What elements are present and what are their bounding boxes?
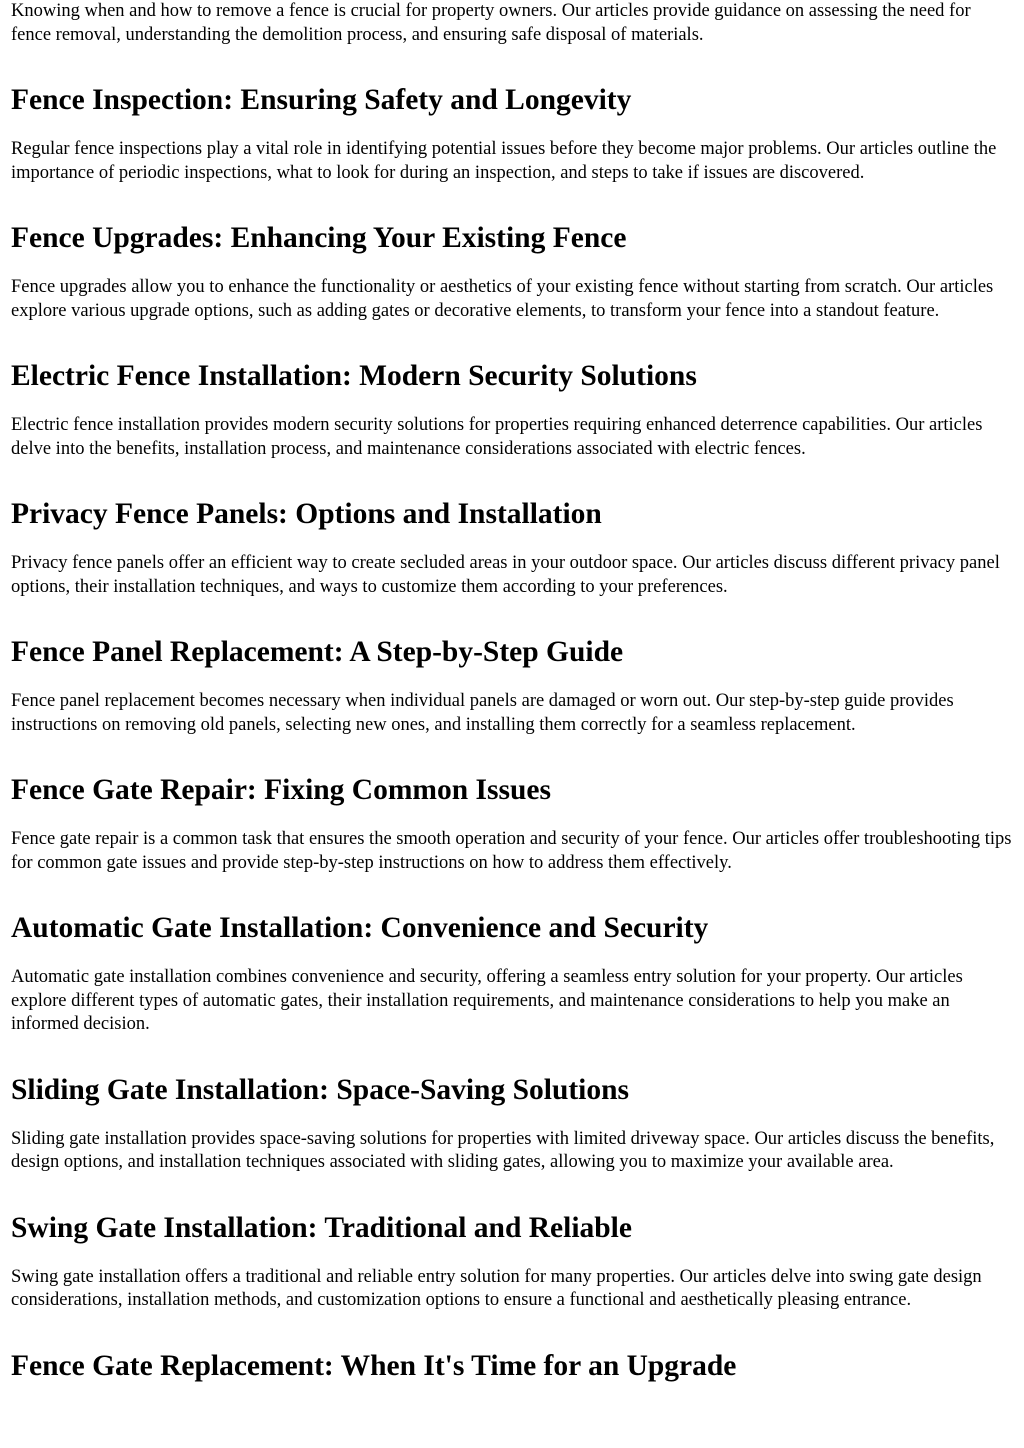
section-paragraph: Privacy fence panels offer an efficient way to create secluded areas in your outdoor space. Our articles discuss different privacy panel options, their installation techniques, and ways to customize them according to your preferences.: [11, 553, 1000, 597]
section-paragraph: Fence upgrades allow you to enhance the functionality or aesthetics of your existing fence without starting from scratch. Our articles explore various upgrade options, such as adding gates or decorative elements, to transform your fence into a standout feature.: [11, 277, 994, 321]
section-electric-fence-installation: [11, 323, 1015, 461]
section-paragraph: Fence panel replacement becomes necessary when individual panels are damaged or worn out. Our step-by-step guide provides instructions on removing old panels, selecting new ones, and installing them correctly for a seamless replacement.: [11, 691, 954, 735]
section-heading: Fence Gate Repair: Fixing Common Issues: [11, 774, 551, 806]
section-fence-gate-replacement: [11, 1313, 1015, 1383]
section-heading: Swing Gate Installation: Traditional and Reliable: [11, 1211, 632, 1244]
section-automatic-gate-installation: [11, 875, 1015, 1037]
section-swing-gate-installation: [11, 1175, 1015, 1313]
section-paragraph: Swing gate installation offers a traditional and reliable entry solution for many properties. Our articles delve into swing gate design considerations, installation methods, and customization options to ensure a functional and aesthetically pleasing entrance.: [11, 1266, 982, 1310]
section-privacy-fence-panels: [11, 461, 1015, 599]
section-fence-gate-repair: [11, 737, 1015, 875]
section-heading: Privacy Fence Panels: Options and Installation: [11, 498, 602, 530]
section-paragraph: Sliding gate installation provides space-saving solutions for properties with limited driveway space. Our articles discuss the benefits, design options, and installation techniques associated with sliding gates, allowing you to maximize your available area.: [11, 1128, 995, 1172]
section-paragraph: Regular fence inspections play a vital role in identifying potential issues before they become major problems. Our articles outline the importance of periodic inspections, what to look for during an inspection, and steps to take if issues are discovered.: [11, 139, 997, 183]
section-sliding-gate-installation: [11, 1037, 1015, 1175]
section-paragraph: Electric fence installation provides modern security solutions for properties requiring enhanced deterrence capabilities. Our articles delve into the benefits, installation process, and maintenance considerations associated with electric fences.: [11, 415, 983, 459]
article-content: [11, 0, 1015, 1383]
section-paragraph: Fence gate repair is a common task that ensures the smooth operation and security of your fence. Our articles offer troubleshooting tips for common gate issues and provide step-by-step instructions on how to address them effectively.: [11, 829, 1012, 873]
section-heading: Electric Fence Installation: Modern Security Solutions: [11, 360, 697, 392]
section-heading: Fence Panel Replacement: A Step-by-Step Guide: [11, 636, 624, 668]
section-heading: Fence Gate Replacement: When It's Time for an Upgrade: [11, 1349, 737, 1382]
intro-paragraph: Knowing when and how to remove a fence is crucial for property owners. Our articles provide guidance on assessing the need for fence removal, understanding the demolition process, and ensuring safe disposal of materials.: [11, 1, 971, 45]
section-heading: Fence Inspection: Ensuring Safety and Longevity: [11, 84, 632, 116]
section-paragraph: Automatic gate installation combines convenience and security, offering a seamless entry solution for your property. Our articles explore different types of automatic gates, their installation requirements, and maintenance considerations to help you make an informed decision.: [11, 967, 963, 1034]
section-heading: Fence Upgrades: Enhancing Your Existing Fence: [11, 222, 627, 254]
section-fence-upgrades: [11, 185, 1015, 323]
section-fence-panel-replacement: [11, 599, 1015, 737]
section-fence-inspection: [11, 47, 1015, 185]
section-heading: Sliding Gate Installation: Space-Saving Solutions: [11, 1073, 630, 1106]
section-heading: Automatic Gate Installation: Convenience and Security: [11, 912, 709, 944]
